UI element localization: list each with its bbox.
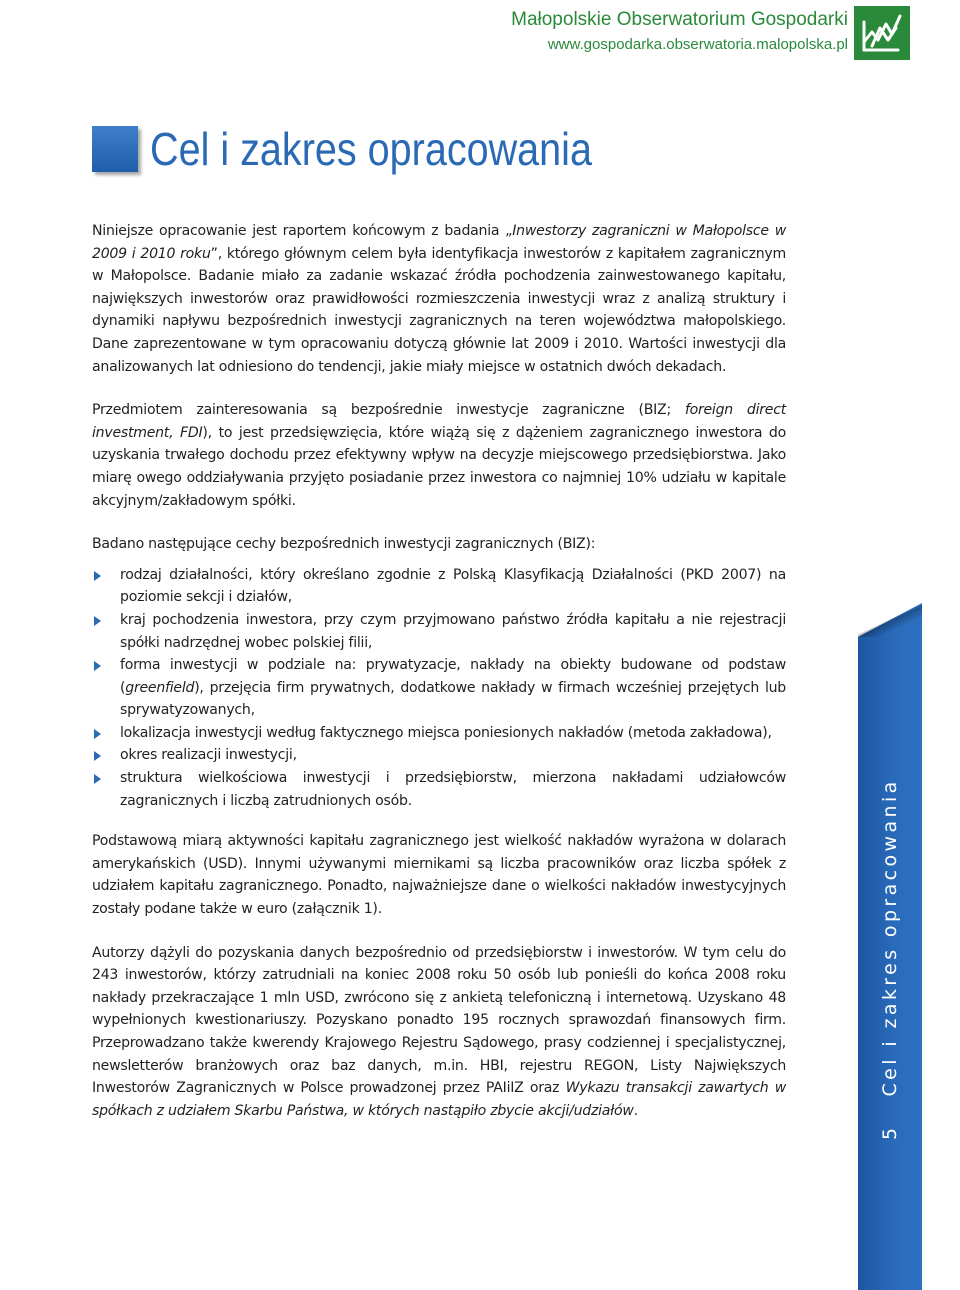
organization-name: Małopolskie Obserwatorium Gospodarki <box>511 9 848 30</box>
list-item <box>92 744 786 767</box>
intro-paragraphs <box>92 220 786 556</box>
list-item <box>92 722 786 745</box>
text-segment: forma inwestycji w podziale na: prywatyzacje, nakłady na obiekty budowane od podstaw ( <box>120 657 786 696</box>
feature-list <box>92 564 786 813</box>
side-tab-shadow <box>858 603 922 637</box>
paragraph <box>92 830 786 920</box>
text-segment: ”, którego głównym celem była identyfikacja inwestorów z kapitałem zagranicznym w Małopolsce. Badanie miało za zadanie wskazać źródła pochodzenia zainwestowanego kapitału, największych inwestorów oraz prawidłowości rozmieszczenia inwestycji wraz z analizą struktury i dynamiki napływu bezpośrednich inwestycji zagranicznych na teren województwa małopolskiego. Dane zaprezentowane w tym opracowaniu dotyczą głównie lat 2009 i 2010. Wartości inwestycji dla analizowanych lat odniesiono do tendencji, jakie miały miejsce w ostatnich dwóch dekadach. <box>92 245 786 375</box>
page-title: Cel i zakres opracowania <box>150 123 592 175</box>
list-item <box>92 564 786 609</box>
text-segment: Badano następujące cechy bezpośrednich inwestycji zagranicznych (BIZ): <box>92 536 596 553</box>
text-segment: Wykazu transakcji zawartych w spółkach z udziałem Skarbu Państwa, w których nastąpiło zbycie akcji/udziałów <box>92 1080 786 1119</box>
text-segment: Podstawową miarą aktywności kapitału zagranicznego jest wielkość nakładów wyrażona w dolarach amerykańskich (USD). Innymi używanymi miernikami są liczba pracowników oraz liczba spółek z udziałem kapitału zagranicznego. Ponadto, najważniejsze dane o wielkości nakładów inwestycyjnych zostały podane także w euro (załącznik 1). <box>92 833 786 918</box>
text-segment: rodzaj działalności, który określano zgodnie z Polską Klasyfikacją Działalności (PKD 2007) na poziomie sekcji i działów, <box>120 566 786 606</box>
list-item <box>92 767 786 812</box>
text-segment: okres realizacji inwestycji, <box>120 747 297 764</box>
list-item <box>92 609 786 654</box>
triangle-bullet-icon <box>94 616 101 626</box>
paragraph <box>92 399 786 512</box>
paragraph <box>92 533 786 556</box>
text-segment: greenfield <box>125 679 195 696</box>
text-segment: kraj pochodzenia inwestora, przy czym przyjmowano państwo źródła kapitału a nie rejestracji spółki nadrzędnej wobec polskiej filii, <box>120 611 786 651</box>
triangle-bullet-icon <box>94 729 101 739</box>
side-label <box>878 778 902 1140</box>
closing-paragraphs <box>92 830 786 1122</box>
text-segment: Niniejsze opracowanie jest raportem końcowym z badania „ <box>92 223 513 239</box>
paragraph <box>92 942 786 1123</box>
website-url[interactable]: www.gospodarka.obserwatoria.malopolska.pl <box>547 36 848 53</box>
triangle-bullet-icon <box>94 571 101 581</box>
text-segment: Autorzy dążyli do pozyskania danych bezpośrednio od przedsiębiorstw i inwestorów. W tym celu do 243 inwestorów, którzy zatrudniali na koniec 2008 roku 50 osób lub ponieśli do końca 2008 roku nakłady przekraczające 1 mln USD, zwrócono się z ankietą telefoniczną i internetową. Uzyskano 48 wypełnionych kwestionariuszy. Pozyskano ponadto 195 rocznych sprawozdań finansowych firm. Przeprowadzano także kwerendy Krajowego Rejestru Sądowego, prasy codziennej i specjalistycznej, newsletterów branżowych oraz baz danych, m.in. HBI, rejestru REGON, Listy Największych Inwestorów Zagranicznych w Polsce prowadzonej przez PAIiIZ oraz <box>92 944 786 1097</box>
document-body <box>92 220 786 1143</box>
text-segment: lokalizacja inwestycji według faktycznego miejsca poniesionych nakładów (metoda zakładowa), <box>120 724 772 741</box>
triangle-bullet-icon <box>94 661 101 671</box>
text-segment: ), to jest przedsięwzięcia, które wiążą się z dążeniem zagranicznego inwestora do uzyskania trwałego dochodu przez efektywny wpływ na decyzje miejscowego przedsiębiorstwa. Jako miarę owego oddziaływania przyjęto posiadanie przez inwestora co najmniej 10% udziału w kapitale akcyjnym/zakładowym spółki. <box>92 424 787 509</box>
triangle-bullet-icon <box>94 751 101 761</box>
header <box>511 8 848 55</box>
title-square <box>92 126 138 172</box>
chart-logo-icon <box>854 6 910 60</box>
text-segment: struktura wielkościowa inwestycji i przedsiębiorstw, mierzona nakładami udziałowców zagranicznych i liczbą zatrudnionych osób. <box>120 770 786 809</box>
text-segment: ), przejęcia firm prywatnych, dodatkowe nakłady w firmach wcześniej przejętych lub sprywatyzowanych, <box>120 679 786 719</box>
text-segment: foreign direct investment, FDI <box>92 402 786 441</box>
list-item <box>92 654 786 722</box>
section-label: Cel i zakres opracowania <box>879 778 901 1097</box>
triangle-bullet-icon <box>94 774 101 784</box>
page-number: 5 <box>879 1124 901 1140</box>
text-segment: Przedmiotem zainteresowania są bezpośrednie inwestycje zagraniczne (BIZ; <box>92 402 685 419</box>
paragraph <box>92 220 786 378</box>
text-segment: Inwestorzy zagraniczni w Małopolsce w 2009 i 2010 roku <box>92 223 786 262</box>
text-segment: . <box>633 1102 638 1119</box>
